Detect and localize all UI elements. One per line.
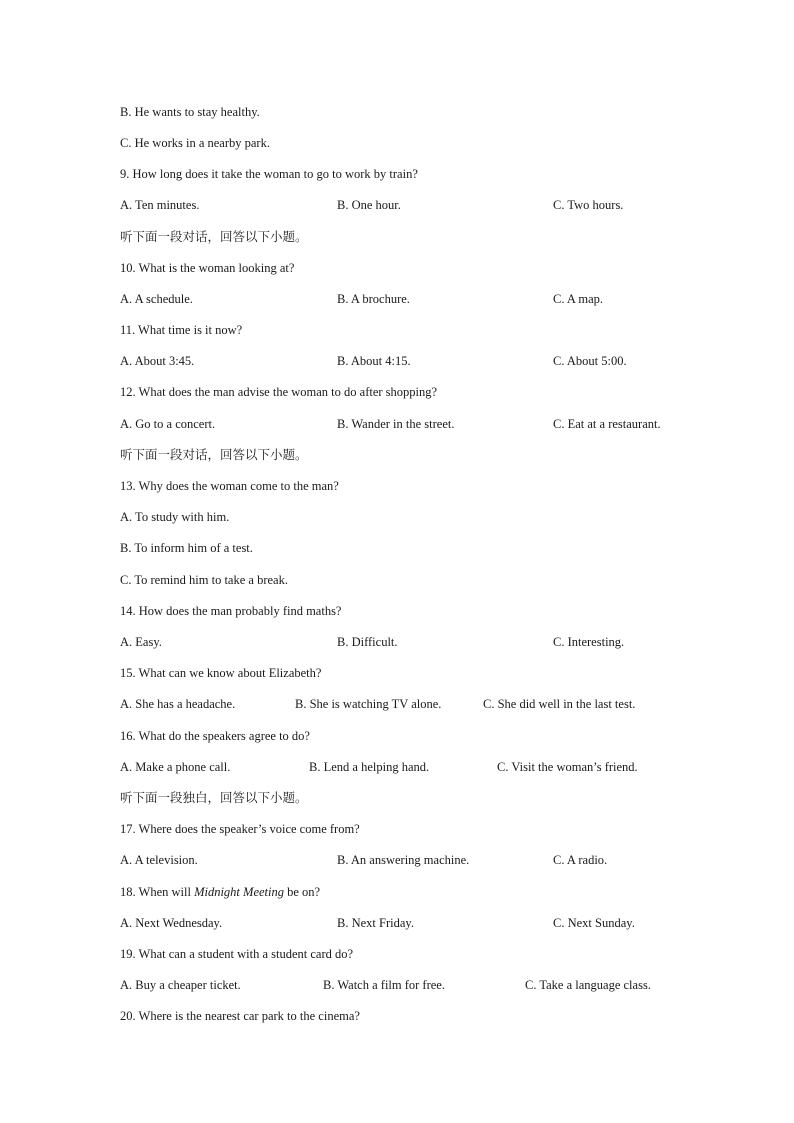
- option-c: C. Visit the woman’s friend.: [497, 760, 638, 774]
- section-heading: 听下面一段对话，回答以下小题。: [120, 447, 308, 462]
- question-13: 13. Why does the woman come to the man?: [120, 479, 339, 493]
- option-line: B. He wants to stay healthy.: [120, 105, 260, 119]
- option-a: A. Ten minutes.: [120, 198, 200, 212]
- program-title: Midnight Meeting: [194, 885, 284, 899]
- option-a: A. Buy a cheaper ticket.: [120, 978, 241, 992]
- question-10: 10. What is the woman looking at?: [120, 261, 295, 275]
- option-b: B. Wander in the street.: [337, 417, 455, 431]
- question-15: 15. What can we know about Elizabeth?: [120, 666, 322, 680]
- question-17: 17. Where does the speaker’s voice come from?: [120, 822, 360, 836]
- option-c: C. Take a language class.: [525, 978, 651, 992]
- question-19: 19. What can a student with a student card do?: [120, 947, 354, 961]
- option-b: B. She is watching TV alone.: [295, 697, 442, 711]
- option-b: B. One hour.: [337, 198, 401, 212]
- option-c: C. Next Sunday.: [553, 916, 635, 930]
- question-20: 20. Where is the nearest car park to the cinema?: [120, 1009, 360, 1023]
- option-a: A. Make a phone call.: [120, 760, 231, 774]
- option-b: B. A brochure.: [337, 292, 410, 306]
- option-c: C. She did well in the last test.: [483, 697, 636, 711]
- question-16: 16. What do the speakers agree to do?: [120, 729, 310, 743]
- question-11: 11. What time is it now?: [120, 323, 243, 337]
- option-b: B. About 4:15.: [337, 354, 411, 368]
- option-b: B. Difficult.: [337, 635, 398, 649]
- option-a: A. Go to a concert.: [120, 417, 216, 431]
- option-b: B. To inform him of a test.: [120, 541, 253, 555]
- option-c: C. Interesting.: [553, 635, 625, 649]
- option-c: C. Two hours.: [553, 198, 624, 212]
- option-c: C. A radio.: [553, 853, 608, 867]
- option-line: C. He works in a nearby park.: [120, 136, 270, 150]
- option-c: C. To remind him to take a break.: [120, 573, 288, 587]
- option-b: B. Watch a film for free.: [323, 978, 445, 992]
- section-heading: 听下面一段独白，回答以下小题。: [120, 790, 308, 805]
- option-a: A. She has a headache.: [120, 697, 236, 711]
- option-a: A. A schedule.: [120, 292, 193, 306]
- option-a: A. About 3:45.: [120, 354, 195, 368]
- option-b: B. Next Friday.: [337, 916, 414, 930]
- question-9: 9. How long does it take the woman to go to work by train?: [120, 167, 418, 181]
- option-c: C. A map.: [553, 292, 604, 306]
- option-a: A. A television.: [120, 853, 198, 867]
- question-18-prefix: 18. When will: [120, 885, 195, 899]
- option-b: B. An answering machine.: [337, 853, 470, 867]
- option-a: A. To study with him.: [120, 510, 230, 524]
- question-14: 14. How does the man probably find maths?: [120, 604, 342, 618]
- option-c: C. About 5:00.: [553, 354, 627, 368]
- option-b: B. Lend a helping hand.: [309, 760, 430, 774]
- option-c: C. Eat at a restaurant.: [553, 417, 661, 431]
- question-18: [120, 884, 320, 900]
- section-heading: 听下面一段对话，回答以下小题。: [120, 229, 308, 244]
- question-12: 12. What does the man advise the woman to do after shopping?: [120, 385, 438, 399]
- option-a: A. Easy.: [120, 635, 162, 649]
- option-a: A. Next Wednesday.: [120, 916, 223, 930]
- question-18-suffix: be on?: [284, 885, 321, 899]
